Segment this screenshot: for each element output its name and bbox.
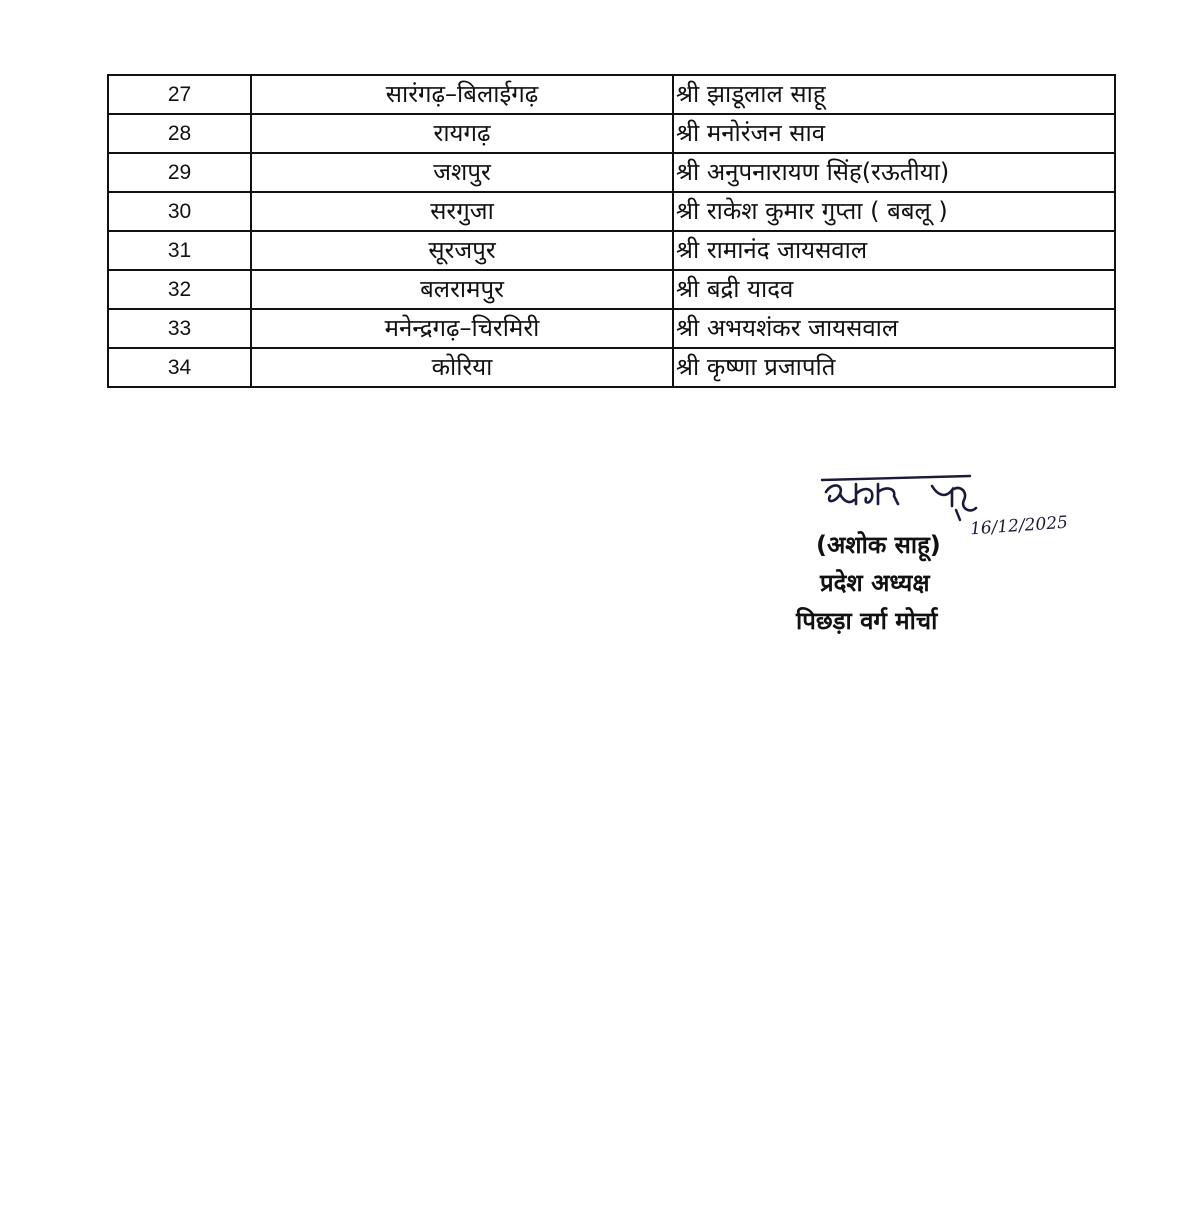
- signatory-organization: पिछड़ा वर्ग मोर्चा: [796, 607, 938, 635]
- member-name: श्री अभयशंकर जायसवाल: [673, 309, 1115, 348]
- row-number: 33: [108, 309, 251, 348]
- table-row: [108, 114, 1115, 153]
- table-row: [108, 192, 1115, 231]
- district-name: सारंगढ़–बिलाईगढ़: [251, 75, 673, 114]
- district-name: सूरजपुर: [251, 231, 673, 270]
- roster-table-body: [108, 75, 1115, 387]
- table-row: [108, 153, 1115, 192]
- row-number: 29: [108, 153, 251, 192]
- member-name: श्री बद्री यादव: [673, 270, 1115, 309]
- row-number: 28: [108, 114, 251, 153]
- signatory-name: (अशोक साहू): [816, 531, 941, 559]
- member-name: श्री झाडूलाल साहू: [673, 75, 1115, 114]
- district-name: कोरिया: [251, 348, 673, 387]
- member-name: श्री राकेश कुमार गुप्ता ( बबलू ): [673, 192, 1115, 231]
- table-row: [108, 75, 1115, 114]
- district-name: बलरामपुर: [251, 270, 673, 309]
- district-name: सरगुजा: [251, 192, 673, 231]
- row-number: 31: [108, 231, 251, 270]
- member-name: श्री रामानंद जायसवाल: [673, 231, 1115, 270]
- roster-table: [107, 74, 1116, 388]
- district-name: रायगढ़: [251, 114, 673, 153]
- row-number: 27: [108, 75, 251, 114]
- row-number: 30: [108, 192, 251, 231]
- table-row: [108, 309, 1115, 348]
- signature-block: [780, 470, 1110, 640]
- row-number: 32: [108, 270, 251, 309]
- table-row: [108, 270, 1115, 309]
- row-number: 34: [108, 348, 251, 387]
- district-name: जशपुर: [251, 153, 673, 192]
- table-row: [108, 348, 1115, 387]
- district-name: मनेन्द्रगढ़–चिरमिरी: [251, 309, 673, 348]
- member-name: श्री मनोरंजन साव: [673, 114, 1115, 153]
- table-row: [108, 231, 1115, 270]
- member-name: श्री अनुपनारायण सिंह(रऊतीया): [673, 153, 1115, 192]
- signatory-designation: प्रदेश अध्यक्ष: [820, 569, 930, 597]
- handwritten-signature: [820, 470, 990, 522]
- member-name: श्री कृष्णा प्रजापति: [673, 348, 1115, 387]
- handwritten-date: 16/12/2025: [969, 512, 1069, 540]
